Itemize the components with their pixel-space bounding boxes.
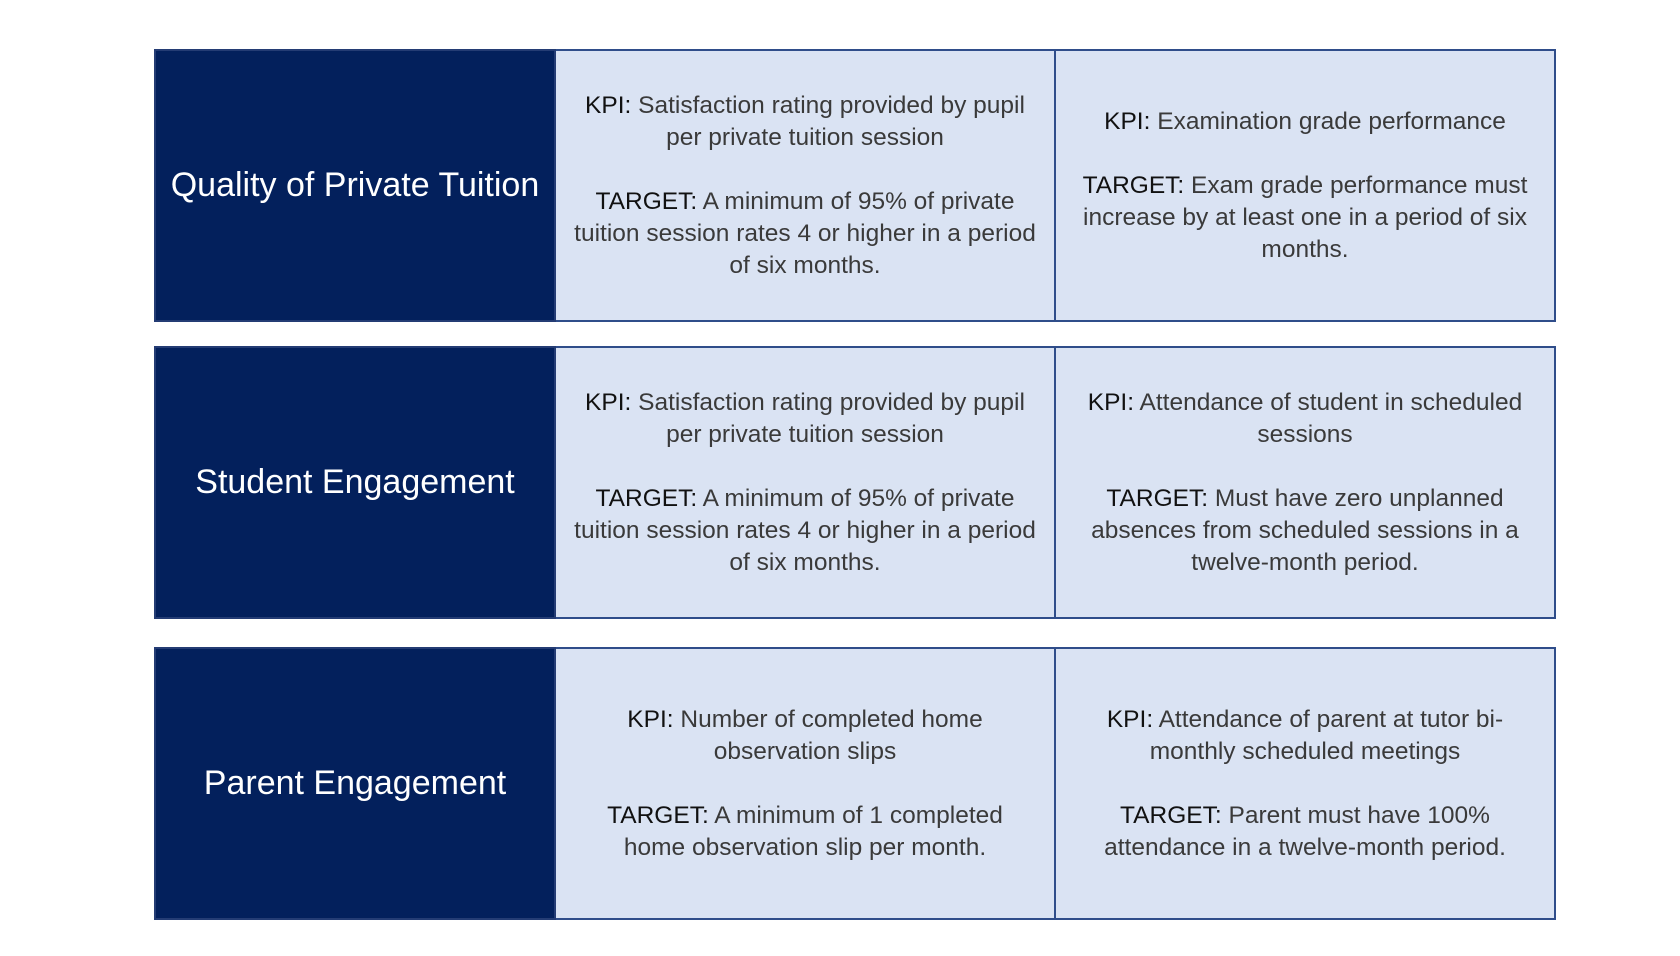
target-label: TARGET: bbox=[1082, 171, 1185, 199]
kpi-statement bbox=[1104, 106, 1506, 138]
kpi-label: KPI: bbox=[585, 388, 632, 416]
kpi-cell bbox=[556, 346, 1056, 619]
kpi-cell bbox=[556, 49, 1056, 322]
target-statement bbox=[574, 800, 1036, 864]
kpi-cell bbox=[1056, 346, 1556, 619]
target-label: TARGET: bbox=[1106, 484, 1209, 512]
kpi-text: Examination grade performance bbox=[1150, 107, 1506, 135]
target-text: A minimum of 95% of private tuition session rates 4 or higher in a period of six months. bbox=[574, 484, 1036, 576]
target-label: TARGET: bbox=[595, 484, 698, 512]
target-text: A minimum of 1 completed home observation slip per month. bbox=[623, 801, 1003, 861]
target-statement bbox=[574, 483, 1036, 579]
target-label: TARGET: bbox=[1120, 801, 1222, 829]
kpi-row-student-engagement bbox=[154, 346, 1556, 619]
kpi-row-quality-of-private-tuition bbox=[154, 49, 1556, 322]
target-statement bbox=[1074, 800, 1536, 864]
kpi-statement bbox=[574, 90, 1036, 154]
target-label: TARGET: bbox=[595, 187, 698, 215]
kpi-label: KPI: bbox=[1087, 388, 1135, 416]
category-label: Quality of Private Tuition bbox=[154, 49, 556, 322]
target-text: Must have zero unplanned absences from scheduled sessions in a twelve-month period. bbox=[1091, 484, 1519, 576]
kpi-label: KPI: bbox=[1106, 705, 1154, 733]
kpi-label: KPI: bbox=[627, 705, 674, 733]
kpi-statement bbox=[1074, 704, 1536, 768]
kpi-statement bbox=[1074, 387, 1536, 451]
target-statement bbox=[1074, 483, 1536, 579]
kpi-label: KPI: bbox=[585, 91, 632, 119]
kpi-row-parent-engagement bbox=[154, 647, 1556, 920]
target-label: TARGET: bbox=[607, 801, 709, 829]
target-statement bbox=[1074, 170, 1536, 266]
target-text: A minimum of 95% of private tuition session rates 4 or higher in a period of six months. bbox=[574, 187, 1036, 279]
kpi-text: Number of completed home observation slips bbox=[673, 705, 983, 765]
kpi-statement bbox=[574, 704, 1036, 768]
kpi-text: Attendance of parent at tutor bi-monthly scheduled meetings bbox=[1149, 705, 1504, 765]
category-label: Parent Engagement bbox=[154, 647, 556, 920]
target-text: Exam grade performance must increase by at least one in a period of six months. bbox=[1083, 171, 1528, 263]
target-text: Parent must have 100% attendance in a twelve-month period. bbox=[1104, 801, 1506, 861]
kpi-cell bbox=[1056, 647, 1556, 920]
category-label: Student Engagement bbox=[154, 346, 556, 619]
kpi-cell bbox=[556, 647, 1056, 920]
target-statement bbox=[574, 186, 1036, 282]
kpi-text: Attendance of student in scheduled sessions bbox=[1134, 388, 1523, 448]
kpi-cell bbox=[1056, 49, 1556, 322]
kpi-statement bbox=[574, 387, 1036, 451]
kpi-text: Satisfaction rating provided by pupil per private tuition session bbox=[631, 91, 1025, 151]
kpi-label: KPI: bbox=[1104, 107, 1151, 135]
kpi-text: Satisfaction rating provided by pupil per private tuition session bbox=[631, 388, 1025, 448]
